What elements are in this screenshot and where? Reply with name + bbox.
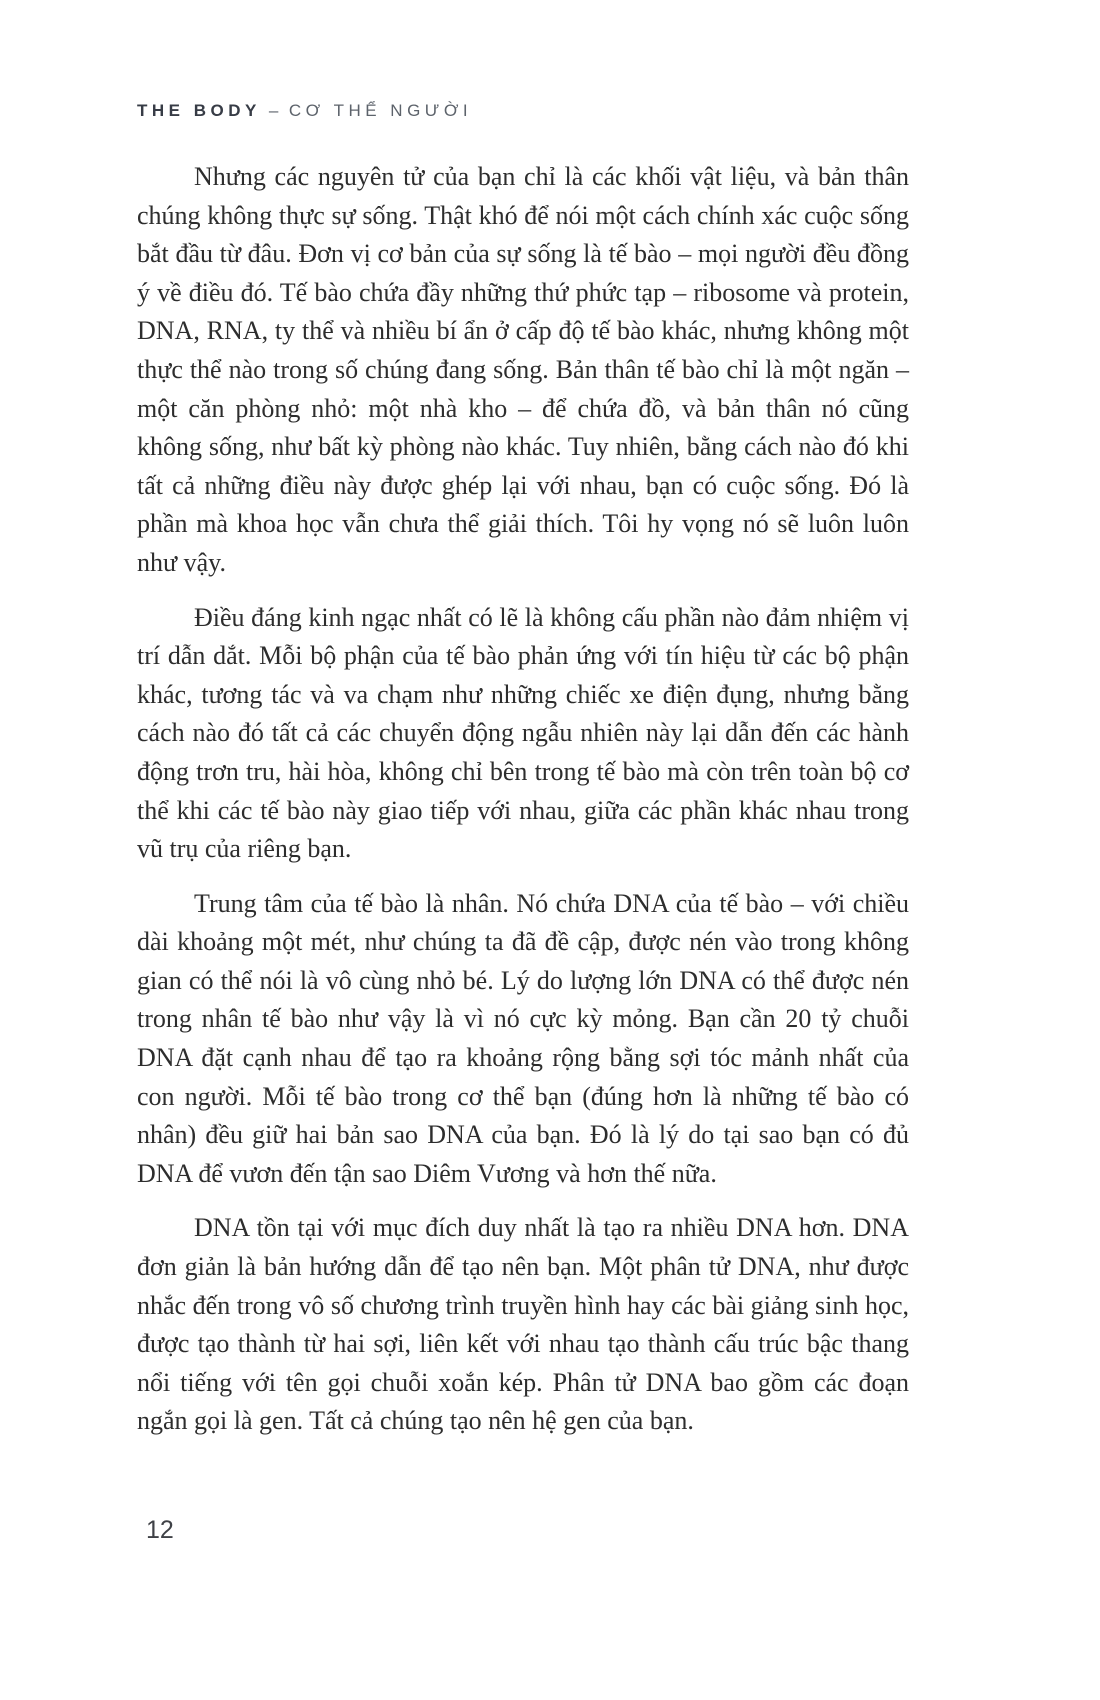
book-title-en: THE BODY bbox=[137, 101, 261, 120]
paragraph-3: Trung tâm của tế bào là nhân. Nó chứa DNA của tế bào – với chiều dài khoảng một mét, như chúng ta đã đề cập, được nén vào trong không gian có thể nói là vô cùng nhỏ bé. Lý do lượng lớn DNA có thể được nén trong nhân tế bào như vậy là vì nó cực kỳ mỏng. Bạn cần 20 tỷ chuỗi DNA đặt cạnh nhau để tạo ra khoảng rộng bằng sợi tóc mảnh nhất của con người. Mỗi tế bào trong cơ thể bạn (đúng hơn là những tế bào có nhân) đều giữ hai bản sao DNA của bạn. Đó là lý do tại sao bạn có đủ DNA để vươn đến tận sao Diêm Vương và hơn thế nữa. bbox=[137, 888, 909, 1188]
book-title-vi: CƠ THỂ NGƯỜI bbox=[288, 101, 473, 120]
header-separator: – bbox=[268, 101, 283, 120]
paragraph-4: DNA tồn tại với mục đích duy nhất là tạo ra nhiều DNA hơn. DNA đơn giản là bản hướng dẫn để tạo nên bạn. Một phân tử DNA, như được nhắc đến trong vô số chương trình truyền hình hay các bài giảng sinh học, được tạo thành từ hai sợi, liên kết với nhau tạo thành cấu trúc bậc thang nổi tiếng với tên gọi chuỗi xoắn kép. Phân tử DNA bao gồm các đoạn ngắn gọi là gen. Tất cả chúng tạo nên hệ gen của bạn. bbox=[137, 1213, 909, 1436]
running-header bbox=[137, 101, 472, 121]
page-number: 12 bbox=[146, 1516, 174, 1544]
page-body bbox=[137, 158, 909, 1441]
paragraph-2: Điều đáng kinh ngạc nhất có lẽ là không cấu phần nào đảm nhiệm vị trí dẫn dắt. Mỗi bộ phận của tế bào phản ứng với tín hiệu từ các bộ phận khác, tương tác và va chạm như những chiếc xe điện đụng, nhưng bằng cách nào đó tất cả các chuyển động ngẫu nhiên này lại dẫn đến các hành động trơn tru, hài hòa, không chỉ bên trong tế bào mà còn trên toàn bộ cơ thể khi các tế bào này giao tiếp với nhau, giữa các phần khác nhau trong vũ trụ của riêng bạn. bbox=[137, 602, 909, 864]
paragraph-1: Nhưng các nguyên tử của bạn chỉ là các khối vật liệu, và bản thân chúng không thực sự sống. Thật khó để nói một cách chính xác cuộc sống bắt đầu từ đâu. Đơn vị cơ bản của sự sống là tế bào – mọi người đều đồng ý về điều đó. Tế bào chứa đầy những thứ phức tạp – ribosome và protein, DNA, RNA, ty thể và nhiều bí ẩn ở cấp độ tế bào khác, nhưng không một thực thể nào trong số chúng đang sống. Bản thân tế bào chỉ là một ngăn – một căn phòng nhỏ: một nhà kho – để chứa đồ, và bản thân nó cũng không sống, như bất kỳ phòng nào khác. Tuy nhiên, bằng cách nào đó khi tất cả những điều này được ghép lại với nhau, bạn có cuộc sống. Đó là phần mà khoa học vẫn chưa thể giải thích. Tôi hy vọng nó sẽ luôn luôn như vậy. bbox=[137, 162, 909, 577]
